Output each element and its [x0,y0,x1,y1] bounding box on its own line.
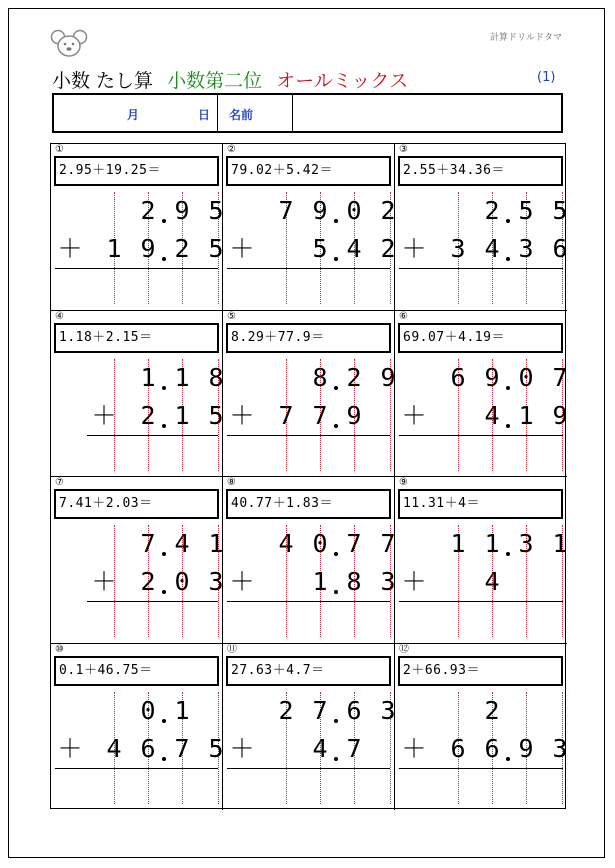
top-digit: 6 [346,695,362,725]
decimal-point [334,719,338,723]
problem-expression: 1.18＋2.15＝ [54,323,219,353]
plus-sign: ＋ [229,733,255,763]
decimal-point [162,757,166,761]
decimal-point [162,719,166,723]
plus-sign: ＋ [401,567,427,596]
problem-number: ⑪ [227,643,237,655]
answer-rule [399,435,563,436]
problem-expression: 8.29＋77.9＝ [226,323,391,353]
bottom-digit: 7 [174,733,190,763]
problem-number: ⑫ [399,643,409,655]
problem-expression: 0.1＋46.75＝ [54,656,219,686]
top-digit: 2 [140,196,156,225]
answer-rule [227,768,390,769]
bottom-digit: 3 [450,234,466,263]
answer-rule [87,435,218,436]
top-digit: 1 [484,529,500,558]
answer-area[interactable] [87,438,219,472]
answer-area[interactable] [259,271,391,305]
plus-sign: ＋ [229,567,255,596]
bottom-digit: 3 [552,733,568,763]
top-digit: 2 [380,196,396,225]
bottom-digit: 7 [346,733,362,763]
answer-rule [227,435,390,436]
plus-sign: ＋ [401,400,427,430]
worksheet-title [52,66,416,93]
problem-expression: 69.07＋4.19＝ [398,323,563,353]
problem-number: ③ [399,144,408,155]
top-digit: 7 [278,196,294,225]
bottom-digit: 9 [518,733,534,763]
problem-number: ⑤ [227,310,236,322]
plus-sign: ＋ [229,400,255,430]
answer-rule [399,601,563,602]
bottom-digit: 5 [312,234,328,263]
answer-area[interactable] [431,771,563,805]
problem-number: ⑨ [399,477,408,488]
top-digit: 7 [346,529,362,558]
bottom-digit: 7 [312,400,328,430]
answer-area[interactable] [431,438,563,472]
problem-number: ① [55,144,64,155]
problem-number: ⑩ [55,643,64,655]
plus-sign: ＋ [229,234,255,263]
bottom-digit: 1 [174,400,190,430]
bottom-digit: 2 [380,234,396,263]
decimal-point [162,219,166,223]
bottom-digit: 5 [208,400,224,430]
problem-cell [51,477,223,644]
bottom-digit: 0 [174,567,190,596]
bottom-digit: 4 [106,733,122,763]
decimal-point [334,219,338,223]
problem-expression: 27.63＋4.7＝ [226,656,391,686]
bottom-digit: 9 [346,400,362,430]
problem-number: ⑦ [55,477,64,488]
bottom-digit: 6 [484,733,500,763]
day-label: 日 [198,108,211,122]
problem-number: ⑧ [227,477,236,488]
bottom-digit: 3 [380,567,396,596]
decimal-point [334,424,338,428]
decimal-point [334,590,338,594]
answer-rule [227,268,390,269]
problem-cell [51,311,223,478]
month-label: 月 [127,108,140,122]
problem-cell [223,477,395,644]
bottom-digit: 6 [450,733,466,763]
top-digit: 4 [278,529,294,558]
top-digit: 9 [174,196,190,225]
bottom-digit: 1 [106,234,122,263]
title-part-mix: オールミックス [276,70,409,92]
decimal-point [162,424,166,428]
problem-expression: 2.55＋34.36＝ [398,156,563,186]
problem-cell [395,144,567,311]
bottom-digit: 3 [208,567,224,596]
bottom-digit: 5 [208,733,224,763]
top-digit: 7 [552,362,568,392]
problem-expression: 2.95＋19.25＝ [54,156,219,186]
plus-sign: ＋ [57,234,83,263]
top-digit: 1 [208,529,224,558]
top-digit: 0 [518,362,534,392]
answer-rule [55,768,218,769]
name-date-box [52,93,563,133]
plus-sign: ＋ [91,567,117,596]
top-digit: 9 [380,362,396,392]
top-digit: 0 [346,196,362,225]
top-digit: 7 [312,695,328,725]
bottom-digit: 1 [312,567,328,596]
top-digit: 7 [140,529,156,558]
decimal-point [334,757,338,761]
bottom-digit: 6 [140,733,156,763]
top-digit: 4 [174,529,190,558]
problem-grid [50,143,566,809]
decimal-point [506,257,510,261]
bottom-digit: 4 [484,567,500,596]
decimal-point [162,386,166,390]
decimal-point [162,257,166,261]
problem-cell [223,311,395,478]
decimal-point [162,552,166,556]
problem-expression: 7.41＋2.03＝ [54,489,219,519]
plus-sign: ＋ [57,733,83,763]
answer-area[interactable] [87,604,219,638]
problem-cell [51,644,223,811]
top-digit: 9 [312,196,328,225]
top-digit: 8 [208,362,224,392]
answer-rule [399,768,563,769]
decimal-point [506,219,510,223]
problem-cell [51,144,223,311]
bottom-digit: 4 [312,733,328,763]
title-part-level: 小数第二位 [167,70,263,92]
top-digit: 1 [450,529,466,558]
top-digit: 1 [174,362,190,392]
mouse-logo-icon [50,28,88,60]
top-digit: 1 [140,362,156,392]
answer-rule [55,268,218,269]
decimal-point [334,386,338,390]
name-label: 名前 [229,108,254,122]
problem-cell [395,311,567,478]
problem-number: ④ [55,310,64,322]
bottom-digit: 8 [346,567,362,596]
bottom-digit: 2 [140,567,156,596]
bottom-digit: 2 [174,234,190,263]
bottom-digit: 6 [552,234,568,263]
answer-rule [399,268,563,269]
problem-cell [395,477,567,644]
top-digit: 5 [552,196,568,225]
answer-area[interactable] [259,604,391,638]
problem-number: ⑥ [399,310,408,322]
bottom-digit: 4 [484,234,500,263]
name-field[interactable] [294,97,560,129]
top-digit: 6 [450,362,466,392]
top-digit: 3 [380,695,396,725]
decimal-point [162,590,166,594]
plus-sign: ＋ [401,234,427,263]
bottom-digit: 2 [140,400,156,430]
bottom-digit: 1 [518,400,534,430]
answer-rule [227,601,390,602]
top-digit: 2 [278,695,294,725]
answer-area[interactable] [431,271,563,305]
top-digit: 5 [208,196,224,225]
bottom-digit: 4 [484,400,500,430]
top-digit: 7 [380,529,396,558]
top-digit: 0 [140,695,156,725]
answer-area[interactable] [87,771,219,805]
top-digit: 0 [312,529,328,558]
bottom-digit: 3 [518,234,534,263]
decimal-point [506,424,510,428]
decimal-point [334,552,338,556]
top-digit: 8 [312,362,328,392]
problem-expression: 2＋66.93＝ [398,656,563,686]
problem-cell [395,644,567,811]
top-digit: 5 [518,196,534,225]
problem-cell [223,644,395,811]
title-part-topic: 小数 たし算 [52,70,154,92]
problem-expression: 79.02＋5.42＝ [226,156,391,186]
top-digit: 2 [484,196,500,225]
bottom-digit: 9 [140,234,156,263]
page-number: (1) [537,70,556,85]
bottom-digit: 7 [278,400,294,430]
plus-sign: ＋ [91,400,117,430]
top-digit: 2 [484,695,500,725]
decimal-point [506,386,510,390]
answer-area[interactable] [259,438,391,472]
top-digit: 1 [552,529,568,558]
problem-cell [223,144,395,311]
problem-expression: 11.31＋4＝ [398,489,563,519]
answer-area[interactable] [259,771,391,805]
decimal-point [334,257,338,261]
bottom-digit: 4 [346,234,362,263]
plus-sign: ＋ [401,733,427,763]
answer-rule [87,601,218,602]
bottom-digit: 9 [552,400,568,430]
decimal-point [506,757,510,761]
answer-area[interactable] [87,271,219,305]
problem-number: ② [227,144,236,155]
answer-area[interactable] [431,604,563,638]
top-digit: 2 [346,362,362,392]
top-digit: 1 [174,695,190,725]
problem-expression: 40.77＋1.83＝ [226,489,391,519]
decimal-point [506,552,510,556]
brand-text: 計算ドリルドタマ [490,33,563,43]
top-digit: 9 [484,362,500,392]
bottom-digit: 5 [208,234,224,263]
top-digit: 3 [518,529,534,558]
